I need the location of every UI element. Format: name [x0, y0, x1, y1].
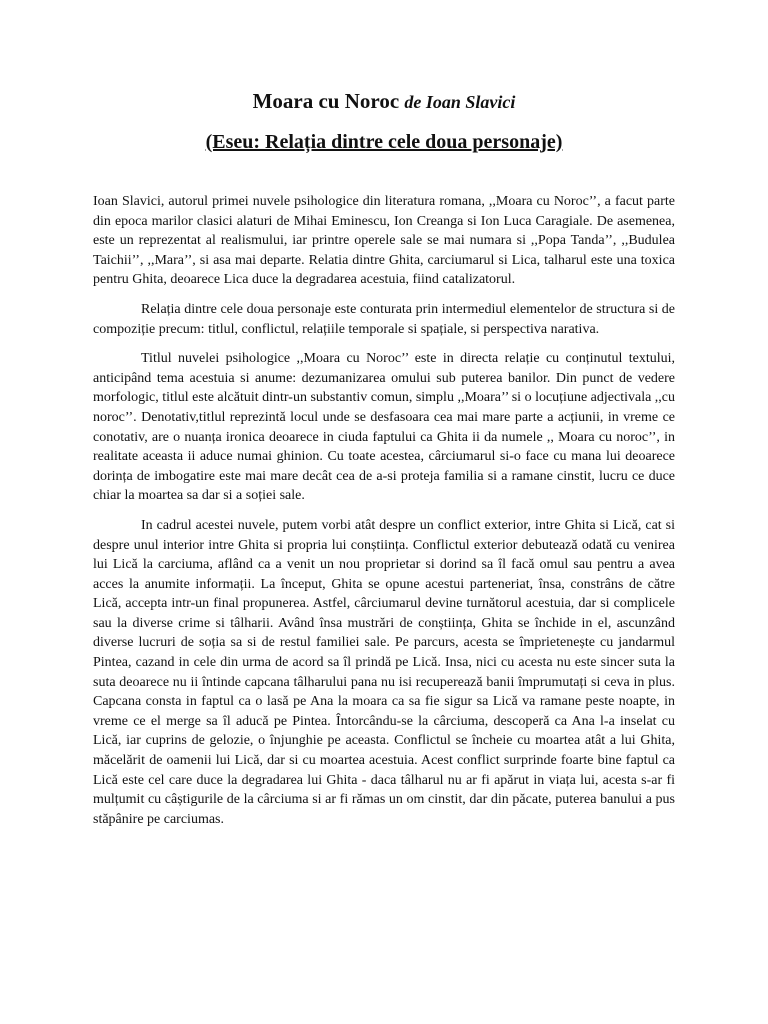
paragraph-conflict: In cadrul acestei nuvele, putem vorbi atât despre un conflict exterior, intre Ghita si Lică, cat si despre unul interior intre Ghita si propria lui conștiința. Conflictul exterior debutează odată cu venirea lui Lică la carciuma, aflând ca a venit un nou proprietar si dorind sa îl facă omul sau pentru a avea acces la anumite informații. La început, Ghita se opune acestui parteneriat, însa, constrâns de către Lică, accepta intr-un final propunerea. Astfel, cârciumarul devine turnătorul acestuia, dar si complicele sau la diverse crime si tâlharii. Având însa mustrări de conștiința, Ghita se închide in el, ascunzând diverse lucruri de soția sa si de restul familiei sale. Pe parcurs, acesta se împrietenește cu jandarmul Pintea, cazand in cele din urma de acord sa îl prindă pe Lică. Insa, nici cu acesta nu este sincer suta la suta deoarece nu ii întinde capcana tâlharului pana nu isi recuperează banii împrumutați si ceva in plus. Capcana consta in faptul ca o lasă pe Ana la moara ca sa fie sigur sa Lică va ramane peste noapte, in vreme ce el merge sa îl aducă pe Pintea. Întorcându-se la cârciuma, descoperă ca Ana l-a inselat cu Lică, iar cuprins de gelozie, o înjunghie pe aceasta. Conflictul se încheie cu moartea atât a lui Ghita, măcelărit de oamenii lui Lică, dar si cu moartea acestuia. Acest conflict surprinde foarte bine faptul ca Lică este cel care duce la degradarea lui Ghita - daca tâlharul nu ar fi apărut in viața lui, acesta s-ar fi mulțumit cu câștigurile de la cârciuma si ar fi rămas un om cinstit, dar din păcate, puterea banului a pus stăpânire pe carciumas.	[93, 517, 675, 827]
work-title: Moara cu Noroc	[252, 89, 400, 113]
document-title	[93, 88, 675, 115]
paragraph-structure: Relația dintre cele doua personaje este conturata prin intermediul elementelor de structura si de compoziție precum: titlul, conflictul, relațiile temporale si spațiale, si perspectiva narativa.	[93, 301, 675, 337]
essay-subtitle: (Eseu: Relația dintre cele doua personaje)	[205, 131, 563, 153]
essay-body	[93, 192, 675, 829]
paragraph-intro: Ioan Slavici, autorul primei nuvele psihologice din literatura romana, ,,Moara cu Noroc’’, a facut parte din epoca marilor clasici alaturi de Mihai Eminescu, Ion Creanga si Ion Luca Caragiale. De asemenea, este un reprezentat al realismului, iar printre operele sale se mai numara si ,,Popa Tanda’’, ,,Budulea Taichii’’, ,,Mara’’, si asa mai departe. Relatia dintre Ghita, carciumarul si Lica, talharul este una toxica pentru Ghita, deoarece Lica duce la degradarea acestuia, fiind catalizatorul.	[93, 194, 675, 288]
author-byline: de Ioan Slavici	[404, 92, 516, 112]
paragraph-title-analysis: Titlul nuvelei psihologice ,,Moara cu Noroc’’ este in directa relație cu conținutul textului, anticipând tema acestuia si anume: dezumanizarea omului sub puterea banilor. Din punct de vedere morfologic, titlul este alcătuit dintr-un substantiv comun, simplu ,,Moara’’ si o locuțiune adjectivala ,,cu noroc’’. Denotativ,titlul reprezintă locul unde se desfasoara cea mai mare parte a acțiunii, in vreme ce conotativ, are o nuanța ironica deoarece in ciuda faptului ca Ghita ii da numele ,, Moara cu noroc’’, in realitate aceasta ii aduce numai ghinion. Cu toate acestea, cârciumarul si-o face cu mana lui deoarece dorința de imbogatire este mai mare decât cea de a-si proteja familia si a ramane cinstit, lucru ce duce chiar la moartea sa dar si a soției sale.	[93, 351, 676, 504]
